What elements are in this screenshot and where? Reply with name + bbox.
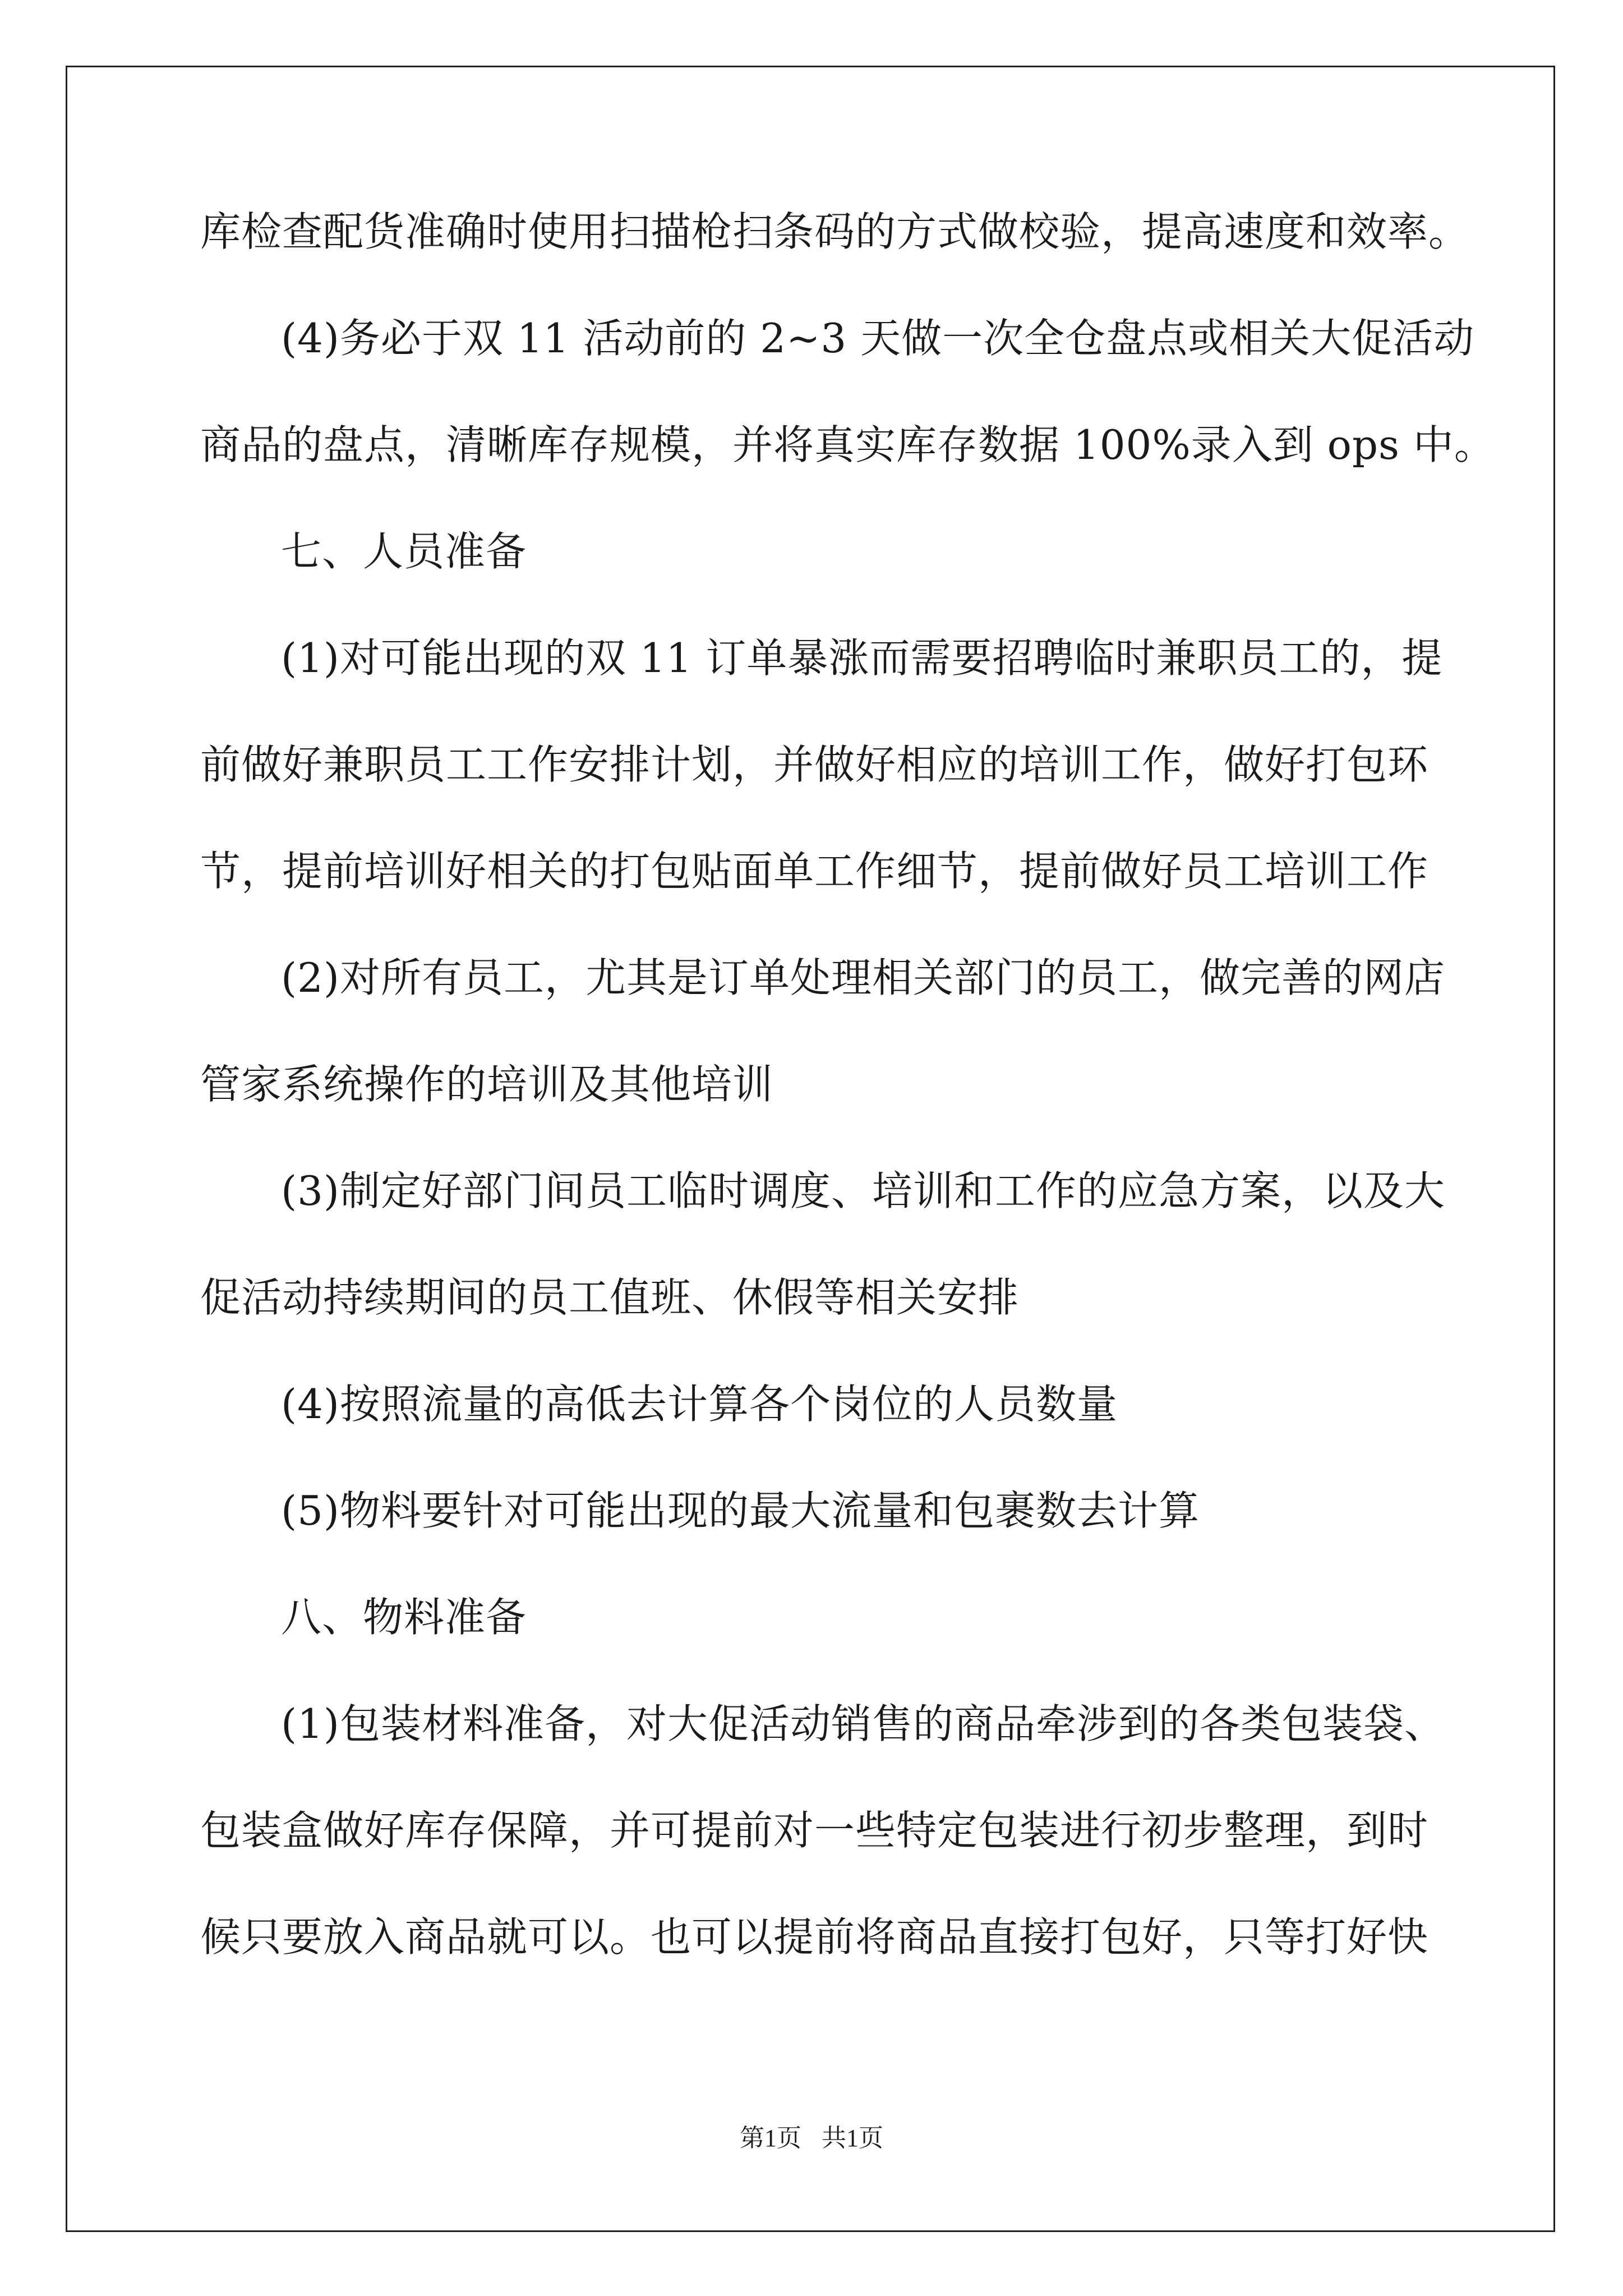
section-heading: 八、物料准备: [281, 1594, 527, 1641]
paragraph-line: 促活动持续期间的员工值班、休假等相关安排: [200, 1274, 1020, 1321]
paragraph-line: (3)制定好部门间员工临时调度、培训和工作的应急方案，以及大: [281, 1167, 1445, 1214]
paragraph-line: (2)对所有员工，尤其是订单处理相关部门的员工，做完善的网店: [281, 954, 1445, 1001]
paragraph-line: 商品的盘点，清晰库存规模，并将真实库存数据 100%录入到 ops 中。: [200, 421, 1495, 468]
paragraph-line: (4)务必于双 11 活动前的 2~3 天做一次全仓盘点或相关大促活动: [281, 315, 1475, 362]
page-border: [66, 66, 1555, 2232]
paragraph-line: 候只要放入商品就可以。也可以提前将商品直接打包好，只等打好快: [200, 1913, 1429, 1961]
paragraph-line: (1)包装材料准备，对大促活动销售的商品牵涉到的各类包装袋、: [281, 1700, 1445, 1747]
paragraph-line: 包装盒做好库存保障，并可提前对一些特定包装进行初步整理，到时: [200, 1807, 1429, 1854]
paragraph-line: (5)物料要针对可能出现的最大流量和包裹数去计算: [281, 1487, 1200, 1534]
paragraph-line: (4)按照流量的高低去计算各个岗位的人员数量: [281, 1381, 1118, 1428]
paragraph-line: 节，提前培训好相关的打包贴面单工作细节，提前做好员工培训工作: [200, 848, 1429, 895]
paragraph-line: (1)对可能出现的双 11 订单暴涨而需要招聘临时兼职员工的，提: [281, 634, 1443, 682]
page-total: 共1页: [822, 2124, 883, 2152]
paragraph-line: 管家系统操作的培训及其他培训: [200, 1061, 774, 1108]
paragraph-line: 前做好兼职员工工作安排计划，并做好相应的培训工作，做好打包环: [200, 741, 1429, 788]
paragraph-line: 库检查配货准确时使用扫描枪扫条码的方式做校验，提高速度和效率。: [200, 208, 1470, 255]
page-footer: [0, 2118, 1623, 2154]
page-number: 第1页: [740, 2124, 801, 2152]
section-heading: 七、人员准备: [281, 528, 527, 575]
